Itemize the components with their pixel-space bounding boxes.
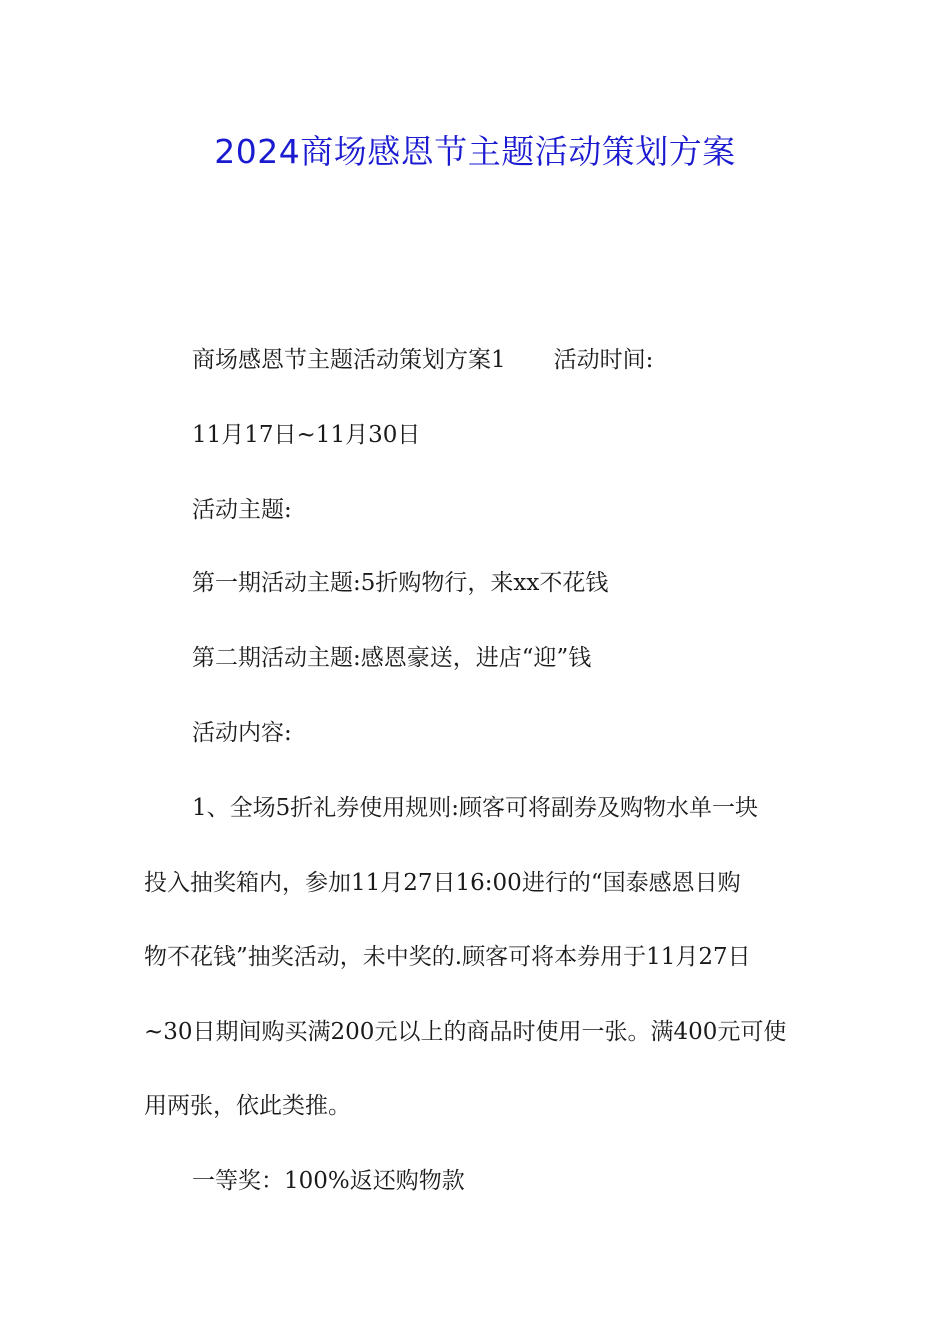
paragraph-line: 第一期活动主题:5折购物行，来xx不花钱: [192, 570, 609, 596]
paragraph-line: 投入抽奖箱内，参加11月27日16:00进行的“国泰感恩日购: [144, 870, 741, 896]
paragraph-line: 一等奖：100%返还购物款: [192, 1168, 465, 1194]
paragraph-line: 1、全场5折礼券使用规则:顾客可将副券及购物水单一块: [192, 795, 759, 821]
paragraph-line: [192, 344, 653, 376]
paragraph-line: 活动主题:: [192, 497, 292, 523]
paragraph-line: 第二期活动主题:感恩豪送，进店“迎”钱: [192, 645, 592, 671]
line-text: 商场感恩节主题活动策划方案1: [192, 347, 506, 373]
document-title: 2024商场感恩节主题活动策划方案: [214, 132, 736, 171]
line-text: 活动时间:: [553, 347, 654, 373]
paragraph-line: 11月17日~11月30日: [192, 422, 421, 448]
paragraph-line: ~30日期间购买满200元以上的商品时使用一张。满400元可使: [144, 1019, 787, 1045]
paragraph-line: 活动内容:: [192, 720, 292, 746]
paragraph-line: 用两张，依此类推。: [144, 1093, 351, 1119]
paragraph-line: 物不花钱”抽奖活动，未中奖的.顾客可将本券用于11月27日: [144, 944, 751, 970]
